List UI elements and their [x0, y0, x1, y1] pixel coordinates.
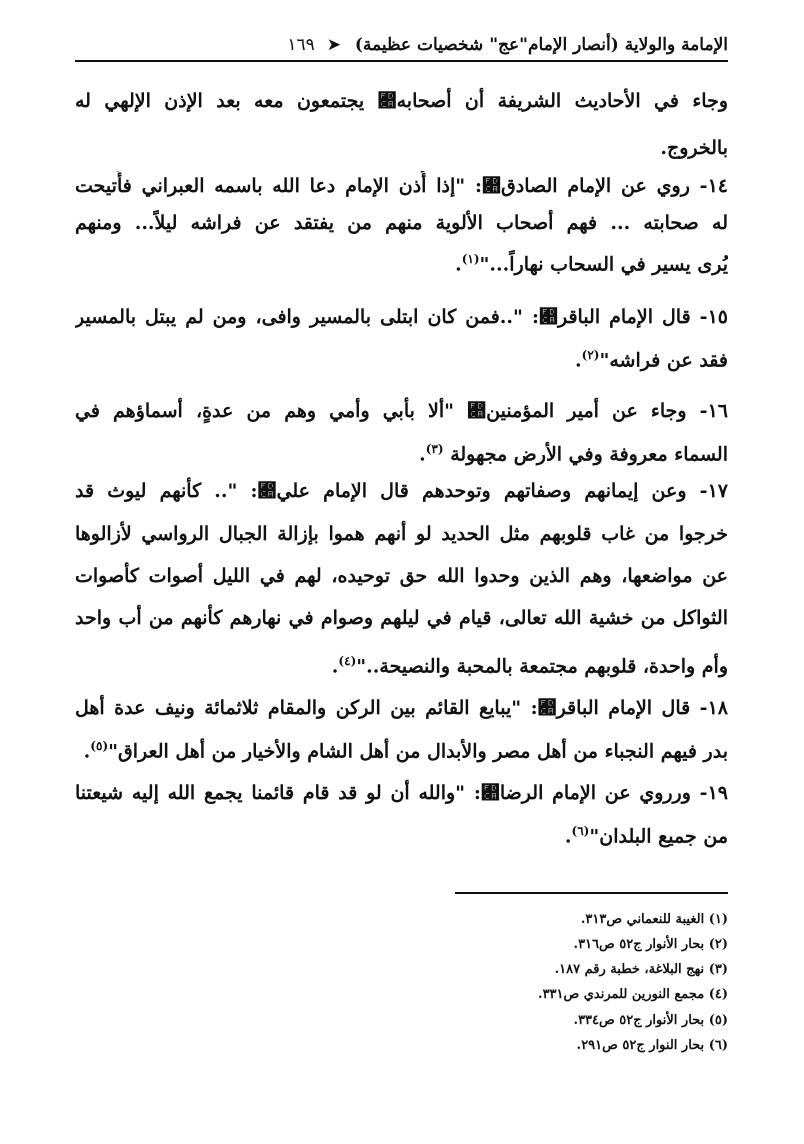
text-line: وجاء في الأحاديث الشريفة أن أصحابه﷊ يجتمعون معه بعد الإذن الإلهي له: [75, 90, 728, 112]
text-line: عن مواضعها، وهم الذين وحدوا الله حق توحيده، لهم في الليل أصوات كأصوات: [75, 565, 728, 587]
line-text: وأم واحدة، قلوبهم مجتمعة بالمحبة والنصيحة..": [356, 655, 728, 678]
text-line: يُرى يسير في السحاب نهاراً..."$^{(١)}$.: [455, 252, 728, 276]
page-number: ١٦٩: [287, 35, 315, 55]
footnote-ref: (٣): [425, 442, 444, 456]
line-text: السماء معروفة وفي الأرض مجهولة: [450, 443, 728, 466]
header-title: الإمامة والولاية (أنصار الإمام"عج" شخصيات عظيمة): [354, 35, 728, 55]
line-text: من جميع البلدان": [589, 825, 728, 848]
text-line: ١٩- ورروي عن الإمام الرضا﷊: "والله أن لو قد قام قائمنا يجمع الله إليه شيعتنا: [75, 782, 728, 804]
running-header: [75, 30, 728, 62]
footnote-ref: (٥): [90, 739, 109, 753]
footnote: (٥) بحار الأنوار ج٥٢ ص٣٣٤.: [573, 1013, 728, 1028]
text-line: السماء معروفة وفي الأرض مجهولة $^{(٣)}$.: [419, 442, 728, 466]
text-line: ١٦- وجاء عن أمير المؤمنين﷊ "ألا بأبي وأمي وهم من عدةٍ، أسماؤهم في: [75, 400, 728, 422]
footnote-divider: [455, 892, 728, 894]
footnote: (١) الغيبة للنعماني ص٣١٣.: [580, 912, 728, 927]
footnote: (٢) بحار الأنوار ج٥٢ ص٣١٦.: [573, 937, 728, 952]
text-line: خرجوا من غاب قلوبهم مثل الحديد لو أنهم هموا بإزالة الجبال الرواسي لأزالوها: [75, 523, 728, 545]
text-line: ١٧- وعن إيمانهم وصفاتهم وتوحدهم قال الإمام علي﷊: ".. كأنهم ليوث قد: [75, 480, 728, 502]
footnote: (٤) مجمع النورين للمرندي ص٣٣١.: [538, 987, 728, 1002]
footnote-ref: (١): [461, 252, 480, 266]
line-text: فقد عن فراشه": [599, 349, 728, 372]
line-text: يُرى يسير في السحاب نهاراً...": [479, 253, 728, 276]
text-line: من جميع البلدان"$^{(٦)}$.: [564, 824, 728, 848]
text-line: ١٤- روي عن الإمام الصادق﷊: "إذا أُذن الإمام دعا الله باسمه العبراني فأُتيحت: [75, 175, 728, 197]
footnote-ref: (٢): [581, 348, 600, 362]
text-line: ١٥- قال الإمام الباقر﷊: "..فمن كان ابتلى بالمسير وافى، ومن لم يبتل بالمسير: [75, 306, 728, 328]
line-text: بدر فيهم النجباء من أهل مصر والأبدال من أهل الشام والأخيار من أهل العراق": [108, 740, 728, 763]
text-line: وأم واحدة، قلوبهم مجتمعة بالمحبة والنصيحة.."$^{(٤)}$.: [331, 654, 728, 678]
text-line: بالخروج.: [660, 137, 728, 159]
text-line: الثواكل من خشية الله تعالى، قيام في ليلهم وصوام في نهارهم كأنهم من أب واحد: [75, 607, 728, 629]
footnote-ref: (٤): [338, 654, 357, 668]
footnote: (٣) نهج البلاغة، خطبة رقم ١٨٧.: [554, 962, 728, 977]
text-line: بدر فيهم النجباء من أهل مصر والأبدال من أهل الشام والأخيار من أهل العراق"$^{(٥)}$.: [83, 739, 728, 763]
text-line: له صحابته ... فهم أصحاب الألوية منهم من يفتقد عن فراشه ليلاً... ومنهم: [75, 212, 728, 234]
footnote-ref: (٦): [571, 824, 590, 838]
text-line: ١٨- قال الإمام الباقر﷊: "يبايع القائم بين الركن والمقام ثلاثمائة ونيف عدة أهل: [75, 697, 728, 719]
footnote: (٦) بحار النوار ج٥٢ ص٢٩١.: [576, 1038, 728, 1053]
arrow-icon: ➤: [326, 35, 341, 55]
text-line: فقد عن فراشه"$^{(٢)}$.: [575, 348, 728, 372]
